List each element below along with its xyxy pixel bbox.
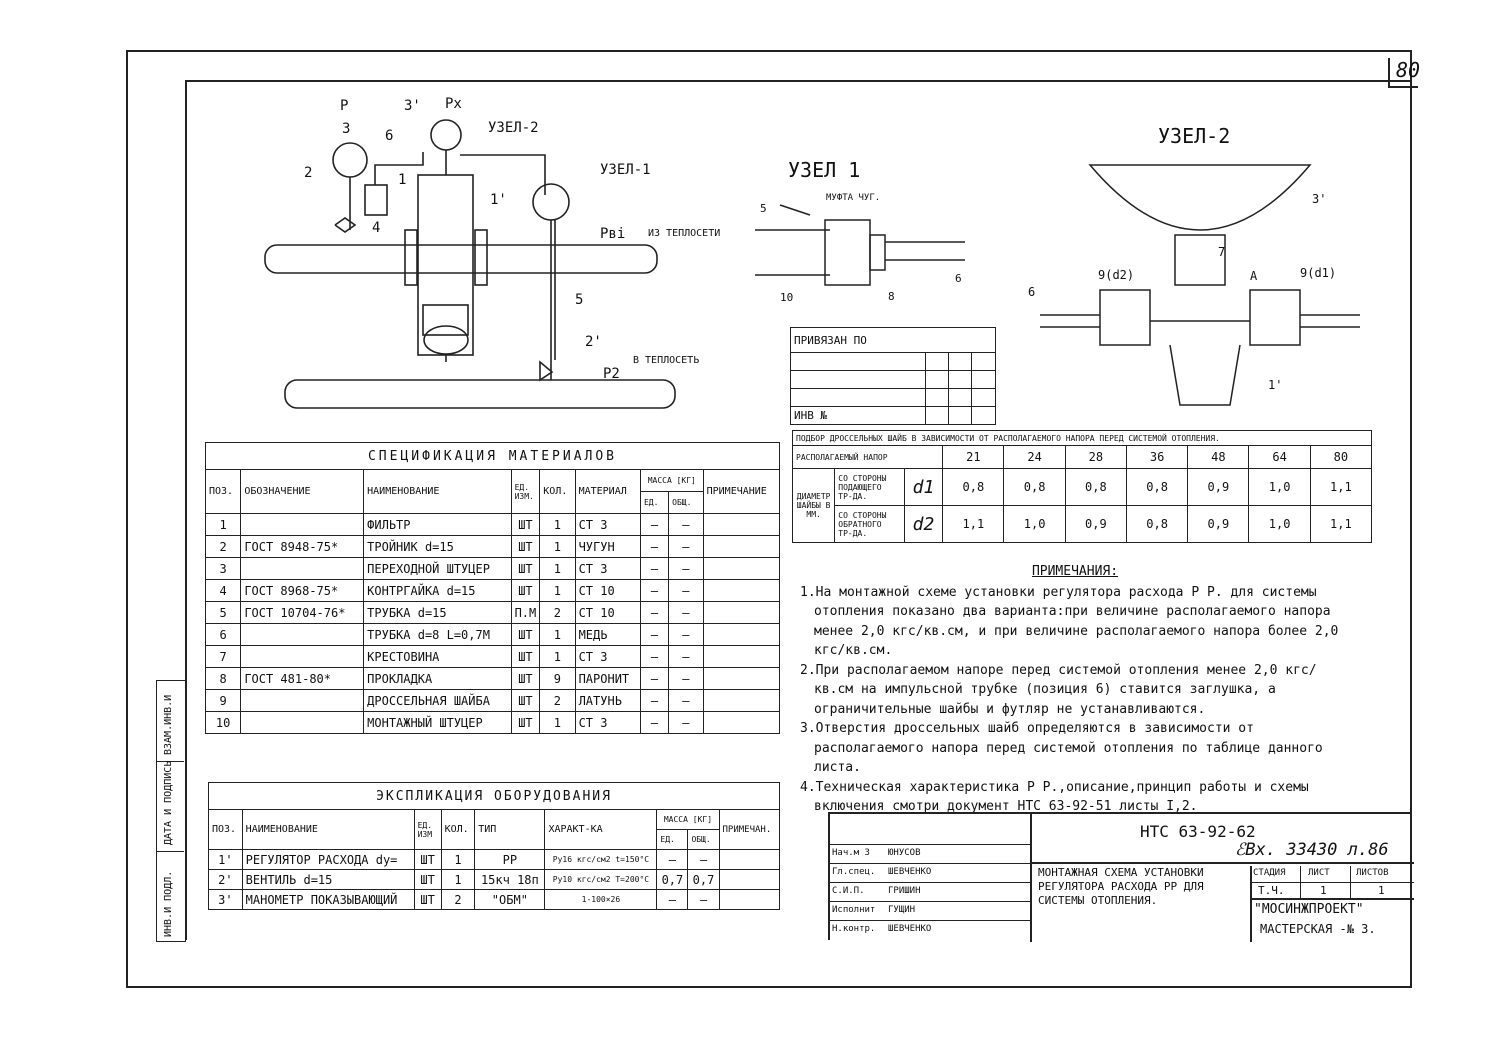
spec-pos: 8	[206, 668, 241, 690]
spec-mass-total: —	[669, 602, 703, 624]
spec-unit: ШТ	[511, 668, 540, 690]
table-row	[209, 870, 780, 890]
side-inv-podl: ИНВ.И ПОДЛ.	[163, 870, 174, 937]
spec-mass-unit: —	[640, 580, 668, 602]
spec-qty: 2	[540, 602, 575, 624]
table-row	[206, 646, 780, 668]
uzel2-n7: 7	[1218, 245, 1226, 259]
spec-material: СТ 10	[575, 580, 640, 602]
signature-row	[830, 863, 1030, 882]
p-label: P	[340, 98, 349, 114]
spec-h-mass-total: ОБЩ.	[669, 492, 703, 514]
expl-h-char: ХАРАКТ-КА	[545, 810, 657, 850]
expl-qty: 1	[441, 870, 475, 890]
expl-type: "ОБМ"	[475, 890, 545, 910]
spec-h-unit: ЕД. ИЗМ.	[511, 470, 540, 514]
expl-h-name: НАИМЕНОВАНИЕ	[242, 810, 414, 850]
expl-mass-total: —	[688, 890, 719, 910]
spec-material: ПАРОНИТ	[575, 668, 640, 690]
expl-char: Ру16 кгс/см2 t=150°С	[545, 850, 657, 870]
spec-qty: 1	[540, 536, 575, 558]
pbi-label: Pвi	[600, 226, 626, 242]
expl-title: ЭКСПЛИКАЦИЯ ОБОРУДОВАНИЯ	[209, 783, 780, 810]
signer-name: ШЕВЧЕНКО	[888, 924, 932, 934]
spec-h-designation: ОБОЗНАЧЕНИЕ	[241, 470, 364, 514]
signature-row	[830, 882, 1030, 901]
table-row	[206, 712, 780, 734]
stage-value: Т.Ч.	[1258, 884, 1285, 897]
spec-name: ТРОЙНИК d=15	[364, 536, 511, 558]
px-label: Px	[445, 96, 462, 112]
pos-5-label: 5	[575, 292, 584, 308]
spec-unit: П.М	[511, 602, 540, 624]
spec-h-note: ПРИМЕЧАНИЕ	[703, 470, 779, 514]
pos-3-label: 3	[342, 121, 351, 137]
uzel2-n3p: 3'	[1312, 192, 1327, 206]
sheet-value: 1	[1320, 884, 1327, 897]
expl-qty: 2	[441, 890, 475, 910]
d2-value: 1,1	[1310, 506, 1371, 543]
expl-h-qty: КОЛ.	[441, 810, 475, 850]
table-row	[206, 668, 780, 690]
spec-name: ПЕРЕХОДНОЙ ШТУЦЕР	[364, 558, 511, 580]
spec-title: СПЕЦИФИКАЦИЯ МАТЕРИАЛОВ	[206, 443, 780, 470]
sheet-number: 80	[1388, 58, 1418, 88]
spec-note	[703, 580, 779, 602]
pressure-cell: 80	[1310, 446, 1371, 469]
doc-code: НТС 63-92-62	[1140, 822, 1256, 841]
throttle-side-label: ДИАМЕТР ШАЙБЫ В ММ.	[793, 469, 835, 543]
spec-mass-unit: —	[640, 558, 668, 580]
table-row	[209, 890, 780, 910]
spec-mass-total: —	[669, 646, 703, 668]
spec-designation	[241, 514, 364, 536]
spec-qty: 2	[540, 690, 575, 712]
pos-3p-label: 3'	[404, 98, 421, 114]
pressure-cell: 48	[1188, 446, 1249, 469]
signer-role: Исполнит	[832, 905, 876, 915]
signer-name: ЮНУСОВ	[888, 848, 921, 858]
spec-note	[703, 514, 779, 536]
spec-pos: 7	[206, 646, 241, 668]
spec-mass-unit: —	[640, 646, 668, 668]
note-item: 4.Техническая характеристика Р Р.,описание,принцип работы и схемы включения смотри документ НТС 63-92-51 листы I,2.	[800, 779, 1309, 814]
privyazan-inv: ИНВ №	[791, 407, 926, 425]
spec-material: ЧУГУН	[575, 536, 640, 558]
throttle-title: ПОДБОР ДРОССЕЛЬНЫХ ШАЙБ В ЗАВИСИМОСТИ ОТ РАСПОЛАГАЕМОГО НАПОРА ПЕРЕД СИСТЕМОЙ ОТОПЛЕНИЯ.	[793, 431, 1372, 446]
spec-mass-total: —	[669, 624, 703, 646]
d1-value: 0,8	[1004, 469, 1065, 506]
from-network-label: ИЗ ТЕПЛОСЕТИ	[648, 228, 721, 239]
spec-unit: ШТ	[511, 690, 540, 712]
spec-mass-unit: —	[640, 624, 668, 646]
spec-unit: ШТ	[511, 580, 540, 602]
p2-label: P2	[603, 366, 620, 382]
expl-note	[719, 850, 780, 870]
spec-qty: 1	[540, 558, 575, 580]
table-row	[209, 850, 780, 870]
uzel2-n1p: 1'	[1268, 378, 1283, 392]
expl-pos: 2'	[209, 870, 243, 890]
explication-table	[208, 782, 780, 910]
spec-qty: 1	[540, 712, 575, 734]
notes-block	[800, 562, 1350, 817]
table-row	[206, 558, 780, 580]
spec-note	[703, 646, 779, 668]
spec-designation	[241, 558, 364, 580]
expl-mass-unit: —	[657, 890, 688, 910]
spec-h-pos: ПОЗ.	[206, 470, 241, 514]
expl-pos: 1'	[209, 850, 243, 870]
uzel1-n5: 5	[760, 202, 767, 215]
signer-name: ГРИШИН	[888, 886, 921, 896]
uzel2-n6: 6	[1028, 285, 1036, 299]
expl-h-mass-unit: ЕД.	[657, 830, 688, 850]
title-block	[828, 812, 1412, 940]
spec-unit: ШТ	[511, 514, 540, 536]
d1-value: 0,8	[1065, 469, 1126, 506]
spec-qty: 1	[540, 514, 575, 536]
spec-pos: 9	[206, 690, 241, 712]
uzel1-ref: УЗЕЛ-1	[600, 162, 651, 178]
pressure-cell: 24	[1004, 446, 1065, 469]
spec-pos: 1	[206, 514, 241, 536]
uzel1-coupling: МУФТА ЧУГ.	[826, 193, 881, 203]
spec-qty: 9	[540, 668, 575, 690]
throttle-row2-sym: d2	[904, 506, 942, 543]
d2-value: 0,9	[1188, 506, 1249, 543]
signer-name: ШЕВЧЕНКО	[888, 867, 932, 877]
spec-pos: 5	[206, 602, 241, 624]
spec-note	[703, 558, 779, 580]
expl-mass-unit: 0,7	[657, 870, 688, 890]
expl-h-mass: МАССА [КГ]	[657, 810, 719, 830]
throttle-row1-sym: d1	[904, 469, 942, 506]
pos-1p-label: 1'	[490, 192, 507, 208]
spec-note	[703, 668, 779, 690]
spec-mass-unit: —	[640, 602, 668, 624]
uzel1-n8: 8	[888, 290, 895, 303]
to-network-label: В ТЕПЛОСЕТЬ	[633, 355, 700, 366]
table-row	[206, 536, 780, 558]
workshop: МАСТЕРСКАЯ -№ 3.	[1260, 922, 1376, 936]
spec-note	[703, 712, 779, 734]
spec-pos: 4	[206, 580, 241, 602]
spec-mass-total: —	[669, 712, 703, 734]
spec-name: ТРУБКА d=15	[364, 602, 511, 624]
d2-value: 1,0	[1004, 506, 1065, 543]
privyazan-table	[790, 327, 996, 425]
installation-schematic	[255, 90, 725, 420]
expl-h-type: ТИП	[475, 810, 545, 850]
note-item: 2.При располагаемом напоре перед системой отопления менее 2,0 кгс/кв.см на импульсной трубке (позиция 6) ставится заглушка, а ограничительные шайбы и футляр не устанавливаются.	[800, 662, 1317, 717]
expl-note	[719, 870, 780, 890]
spec-mass-total: —	[669, 690, 703, 712]
spec-mass-total: —	[669, 668, 703, 690]
pos-2-label: 2	[304, 165, 313, 181]
spec-designation	[241, 624, 364, 646]
d2-value: 1,0	[1249, 506, 1310, 543]
spec-pos: 6	[206, 624, 241, 646]
spec-material: СТ 3	[575, 712, 640, 734]
spec-designation: ГОСТ 8948-75*	[241, 536, 364, 558]
expl-qty: 1	[441, 850, 475, 870]
uzel2-d2: 9(d2)	[1098, 268, 1135, 282]
expl-unit: ШТ	[414, 850, 441, 870]
expl-unit: ШТ	[414, 890, 441, 910]
spec-mass-total: —	[669, 558, 703, 580]
spec-h-qty: КОЛ.	[540, 470, 575, 514]
notes-heading: ПРИМЕЧАНИЯ:	[1031, 564, 1119, 579]
note-item: 3.Отверстия дроссельных шайб определяются в зависимости от располагаемого напора перед системой отопления по таблице данного листа.	[800, 721, 1323, 775]
signer-role: Н.контр.	[832, 924, 876, 934]
table-row	[206, 624, 780, 646]
table-row	[206, 602, 780, 624]
expl-name: МАНОМЕТР ПОКАЗЫВАЮЩИЙ	[242, 890, 414, 910]
spec-note	[703, 690, 779, 712]
spec-designation	[241, 646, 364, 668]
throttle-row2-label: СО СТОРОНЫ ОБРАТНОГО ТР-ДА.	[835, 506, 905, 543]
spec-name: ДРОССЕЛЬНАЯ ШАЙБА	[364, 690, 511, 712]
spec-name: КРЕСТОВИНА	[364, 646, 511, 668]
uzel2-d1: 9(d1)	[1300, 266, 1337, 280]
expl-mass-total: —	[688, 850, 719, 870]
spec-qty: 1	[540, 646, 575, 668]
expl-unit: ШТ	[414, 870, 441, 890]
spec-material: ЛАТУНЬ	[575, 690, 640, 712]
spec-designation	[241, 690, 364, 712]
signer-role: Гл.спец.	[832, 867, 876, 877]
privyazan-title: ПРИВЯЗАН ПО	[791, 328, 996, 353]
expl-mass-unit: —	[657, 850, 688, 870]
throttle-head-label: РАСПОЛАГАЕМЫЙ НАПОР	[793, 446, 943, 469]
signer-role: С.И.П.	[832, 886, 865, 896]
table-row	[206, 514, 780, 536]
spec-h-mass-unit: ЕД.	[640, 492, 668, 514]
spec-note	[703, 624, 779, 646]
sheet-title: МОНТАЖНАЯ СХЕМА УСТАНОВКИ РЕГУЛЯТОРА РАСХОДА РР ДЛЯ СИСТЕМЫ ОТОПЛЕНИЯ.	[1038, 866, 1204, 907]
spec-qty: 1	[540, 580, 575, 602]
spec-h-mass: МАССА [КГ]	[640, 470, 703, 492]
throttle-row1-label: СО СТОРОНЫ ПОДАЮЩЕГО ТР-ДА.	[835, 469, 905, 506]
spec-unit: ШТ	[511, 646, 540, 668]
spec-unit: ШТ	[511, 536, 540, 558]
expl-name: ВЕНТИЛЬ d=15	[242, 870, 414, 890]
org-name: "МОСИНЖПРОЕКТ"	[1254, 902, 1364, 917]
expl-type: РР	[475, 850, 545, 870]
side-strip	[156, 680, 186, 942]
pos-1-label: 1	[398, 172, 407, 188]
spec-mass-unit: —	[640, 668, 668, 690]
sheets-value: 1	[1378, 884, 1385, 897]
table-row	[206, 580, 780, 602]
pressure-cell: 21	[943, 446, 1004, 469]
sheet-header: ЛИСТ	[1308, 868, 1330, 878]
d2-value: 1,1	[943, 506, 1004, 543]
expl-h-note: ПРИМЕЧАН.	[719, 810, 780, 850]
sheets-header: ЛИСТОВ	[1356, 868, 1389, 878]
spec-name: ТРУБКА d=8 L=0,7М	[364, 624, 511, 646]
handwritten-inv: ℰВх. 33430 л.86	[1235, 840, 1389, 860]
expl-h-mass-total: ОБЩ.	[688, 830, 719, 850]
d1-value: 1,1	[1310, 469, 1371, 506]
spec-h-name: НАИМЕНОВАНИЕ	[364, 470, 511, 514]
uzel1-n6: 6	[955, 272, 962, 285]
pos-4-label: 4	[372, 220, 381, 236]
signature-row	[830, 920, 1030, 939]
spec-material: СТ 3	[575, 514, 640, 536]
spec-note	[703, 602, 779, 624]
spec-designation	[241, 712, 364, 734]
expl-note	[719, 890, 780, 910]
spec-designation: ГОСТ 10704-76*	[241, 602, 364, 624]
spec-h-material: МАТЕРИАЛ	[575, 470, 640, 514]
pressure-cell: 28	[1065, 446, 1126, 469]
spec-mass-total: —	[669, 514, 703, 536]
uzel1-n10: 10	[780, 291, 794, 304]
spec-mass-unit: —	[640, 712, 668, 734]
spec-note	[703, 536, 779, 558]
d1-value: 0,8	[943, 469, 1004, 506]
side-vzam: ВЗАМ.ИНВ.И	[163, 694, 174, 755]
note-item: 1.На монтажной схеме установки регулятора расхода Р Р. для системы отопления показано два варианта:при величине располагаемого напора менее 2,0 кгс/кв.см, и при величине располагаемого напора более 2,0 кгс/кв.см.	[800, 584, 1339, 658]
pos-6-label: 6	[385, 128, 394, 144]
expl-pos: 3'	[209, 890, 243, 910]
spec-pos: 3	[206, 558, 241, 580]
pressure-cell: 36	[1126, 446, 1187, 469]
uzel1-title: УЗЕЛ 1	[788, 158, 861, 182]
expl-char: Ру10 кгс/см2 Т=200°С	[545, 870, 657, 890]
expl-h-pos: ПОЗ.	[209, 810, 243, 850]
uzel2-title: УЗЕЛ-2	[1158, 124, 1231, 148]
signer-role: Нач.м 3	[832, 848, 870, 858]
spec-name: МОНТАЖНЫЙ ШТУЦЕР	[364, 712, 511, 734]
spec-qty: 1	[540, 624, 575, 646]
spec-mass-unit: —	[640, 514, 668, 536]
pressure-cell: 64	[1249, 446, 1310, 469]
d2-value: 0,8	[1126, 506, 1187, 543]
d2-value: 0,9	[1065, 506, 1126, 543]
expl-char: 1-100×26	[545, 890, 657, 910]
spec-designation: ГОСТ 8968-75*	[241, 580, 364, 602]
spec-unit: ШТ	[511, 624, 540, 646]
spec-mass-unit: —	[640, 690, 668, 712]
d1-value: 0,8	[1126, 469, 1187, 506]
spec-name: ПРОКЛАДКА	[364, 668, 511, 690]
spec-mass-unit: —	[640, 536, 668, 558]
pos-2p-label: 2'	[585, 334, 602, 350]
signature-row	[830, 844, 1030, 863]
spec-material: СТ 3	[575, 558, 640, 580]
spec-pos: 2	[206, 536, 241, 558]
expl-h-unit: ЕД. ИЗМ	[414, 810, 441, 850]
spec-mass-total: —	[669, 580, 703, 602]
spec-unit: ШТ	[511, 712, 540, 734]
spec-material: СТ 10	[575, 602, 640, 624]
signature-row	[830, 901, 1030, 920]
signer-name: ГУЩИН	[888, 905, 916, 915]
d1-value: 0,9	[1188, 469, 1249, 506]
spec-name: ФИЛЬТР	[364, 514, 511, 536]
throttle-table	[792, 430, 1372, 543]
expl-name: РЕГУЛЯТОР РАСХОДА dу=	[242, 850, 414, 870]
spec-unit: ШТ	[511, 558, 540, 580]
uzel2-na: А	[1250, 269, 1258, 283]
specification-table	[205, 442, 780, 734]
spec-pos: 10	[206, 712, 241, 734]
table-row	[206, 690, 780, 712]
d1-value: 1,0	[1249, 469, 1310, 506]
spec-material: МЕДЬ	[575, 624, 640, 646]
spec-mass-total: —	[669, 536, 703, 558]
spec-material: СТ 3	[575, 646, 640, 668]
expl-mass-total: 0,7	[688, 870, 719, 890]
side-podpis: ДАТА И ПОДПИСЬ	[163, 760, 174, 845]
uzel2-ref: УЗЕЛ-2	[488, 120, 539, 136]
expl-type: 15кч 18п	[475, 870, 545, 890]
spec-name: КОНТРГАЙКА d=15	[364, 580, 511, 602]
stage-header: СТАДИЯ	[1253, 868, 1286, 878]
uzel1-drawing	[750, 200, 975, 305]
spec-designation: ГОСТ 481-80*	[241, 668, 364, 690]
